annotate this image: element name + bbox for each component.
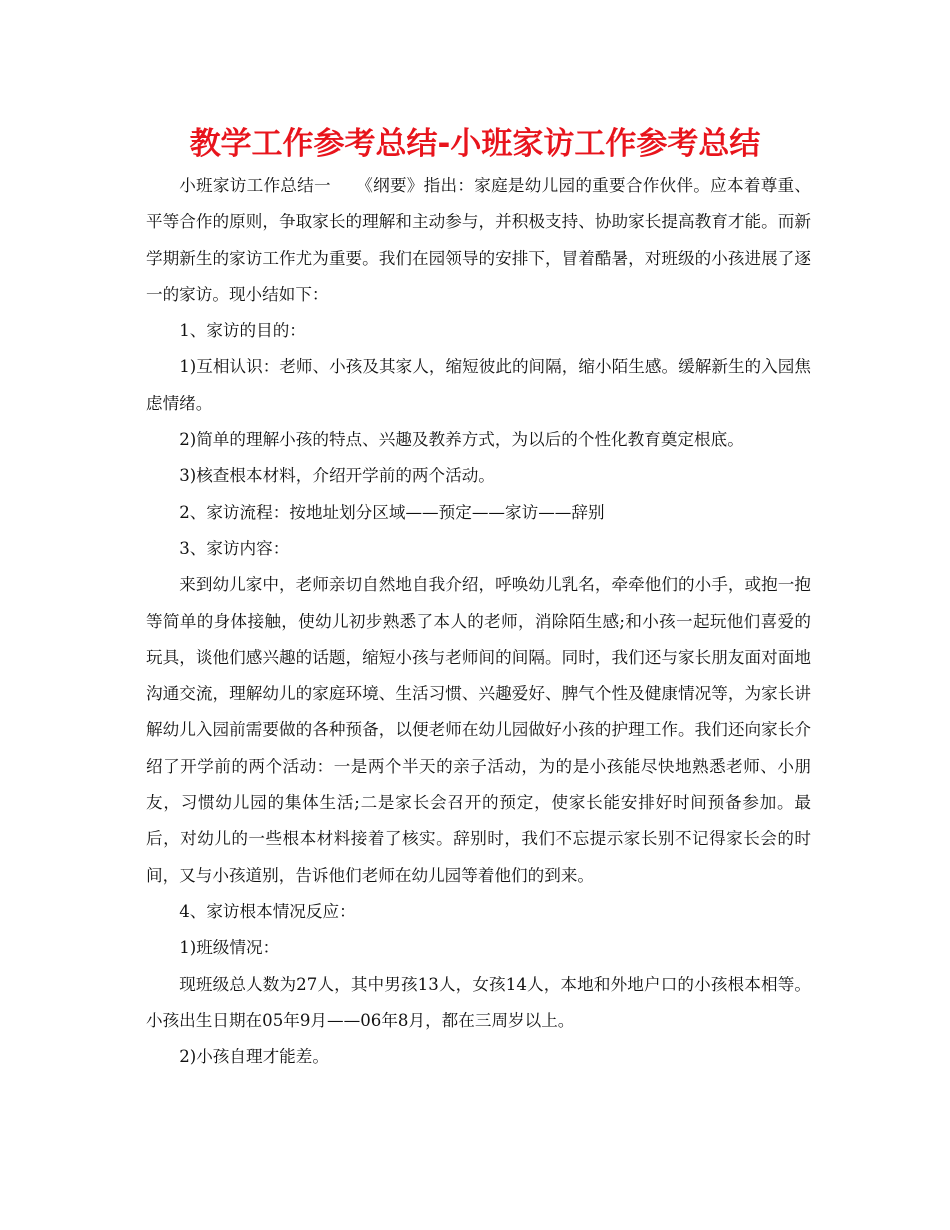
paragraph-class-heading: 1)班级情况： bbox=[179, 938, 280, 958]
paragraph-heading-content: 3、家访内容： bbox=[179, 538, 290, 558]
paragraph-heading-purpose: 1、家访的目的： bbox=[179, 321, 306, 341]
paragraph-heading-feedback: 4、家访根本情况反应： bbox=[179, 901, 356, 921]
paragraph-class-info: 现班级总人数为27人，其中男孩13人，女孩14人，本地和外地户口的小孩根本相等。小孩出生日期在05年9月——06年8月，都在三周岁以上。 bbox=[146, 974, 811, 1030]
paragraph-purpose-3: 3)核查根本材料，介绍开学前的两个活动。 bbox=[179, 466, 495, 486]
paragraph-intro: 小班家访工作总结一 《纲要》指出：家庭是幼儿园的重要合作伙伴。应本着尊重、平等合作的原则，争取家长的理解和主动参与，并积极支持、协助家长提高教育才能。而新学期新生的家访工作尤为重要。我们在园领导的安排下，冒着酷暑，对班级的小孩进展了逐一的家访。现小结如下： bbox=[146, 176, 811, 304]
document-body bbox=[146, 168, 811, 1075]
paragraph-purpose-1: 1)互相认识：老师、小孩及其家人，缩短彼此的间隔，缩小陌生感。缓解新生的入园焦虑情绪。 bbox=[146, 357, 811, 413]
paragraph-purpose-2: 2)简单的理解小孩的特点、兴趣及教养方式，为以后的个性化教育奠定根底。 bbox=[179, 430, 744, 450]
paragraph-heading-process: 2、家访流程：按地址划分区域——预定——家访——辞别 bbox=[179, 502, 605, 522]
paragraph-self-care: 2)小孩自理才能差。 bbox=[179, 1047, 329, 1067]
paragraph-content: 来到幼儿家中，老师亲切自然地自我介绍，呼唤幼儿乳名，牵牵他们的小手，或抱一抱等简单的身体接触，使幼儿初步熟悉了本人的老师，消除陌生感;和小孩一起玩他们喜爱的玩具，谈他们感兴趣的话题，缩短小孩与老师间的间隔。同时，我们还与家长朋友面对面地沟通交流，理解幼儿的家庭环境、生活习惯、兴趣爱好、脾气个性及健康情况等，为家长讲解幼儿入园前需要做的各种预备，以便老师在幼儿园做好小孩的护理工作。我们还向家长介绍了开学前的两个活动：一是两个半天的亲子活动，为的是小孩能尽快地熟悉老师、小朋友，习惯幼儿园的集体生活;二是家长会召开的预定，使家长能安排好时间预备参加。最后，对幼儿的一些根本材料接着了核实。辞别时，我们不忘提示家长别不记得家长会的时间，又与小孩道别，告诉他们老师在幼儿园等着他们的到来。 bbox=[146, 575, 811, 885]
document-title: 教学工作参考总结-小班家访工作参考总结 bbox=[189, 126, 761, 162]
